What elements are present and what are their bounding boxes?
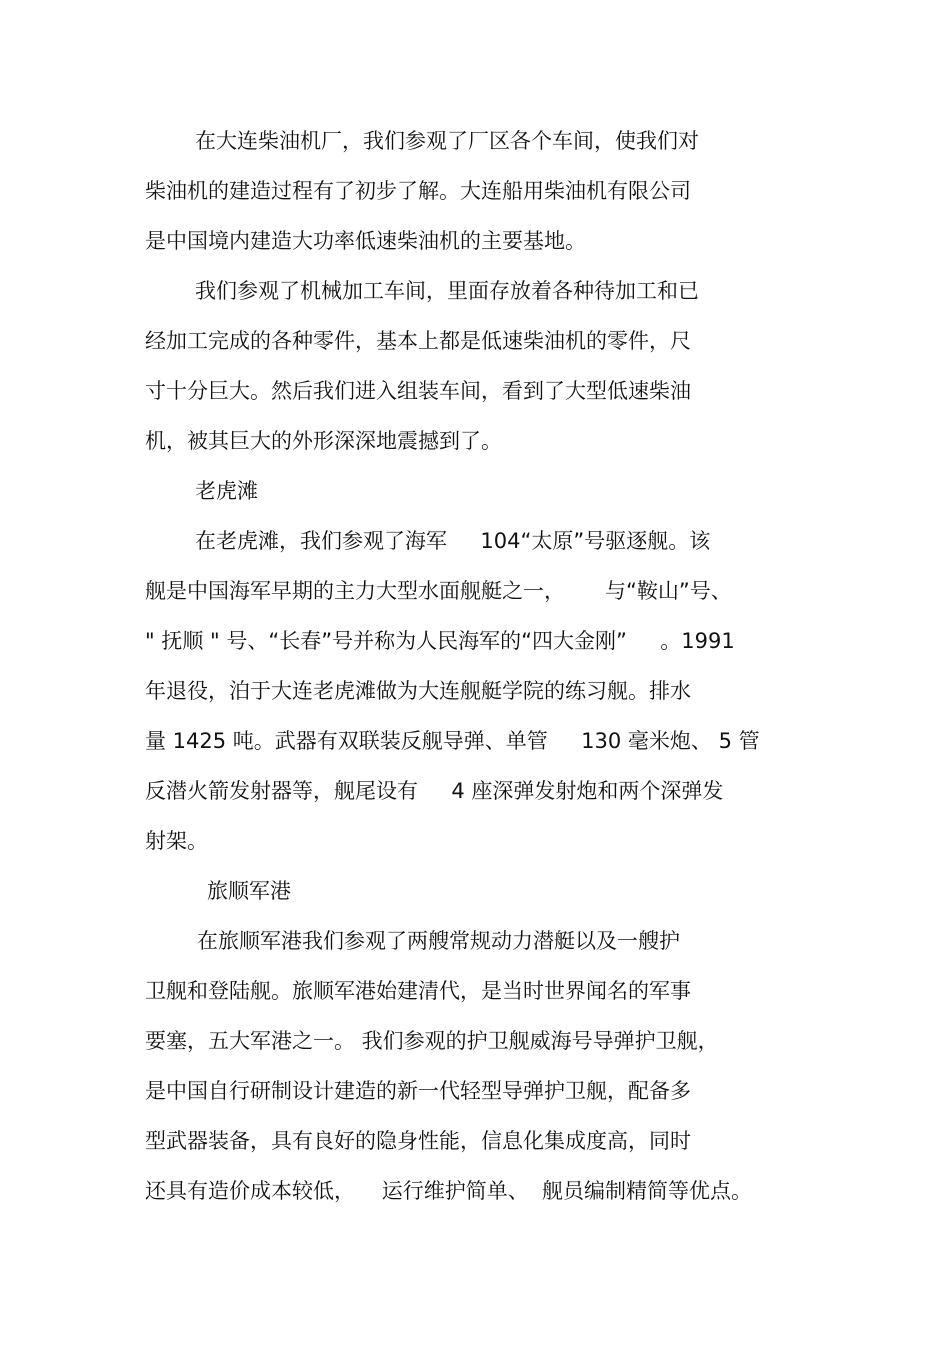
paragraph-line: 型武器装备，具有良好的隐身性能，信息化集成度高，同时 (145, 1129, 691, 1153)
paragraph-line: 年退役，泊于大连老虎滩做为大连舰艇学院的练习舰。排水 (145, 679, 691, 703)
paragraph-line: 舰是中国海军早期的主力大型水面舰艇之一， 与“鞍山”号、 (145, 579, 732, 603)
paragraph-line: 在旅顺军港我们参观了两艘常规动力潜艇以及一艘护 (197, 929, 680, 953)
paragraph-line: 在老虎滩，我们参观了海军 104“太原”号驱逐舰。该 (195, 529, 711, 553)
paragraph-line: 我们参观了机械加工车间，里面存放着各种待加工和已 (195, 279, 699, 303)
paragraph-line: 要塞，五大军港之一。 我们参观的护卫舰威海号导弹护卫舰， (145, 1029, 719, 1053)
section-heading: 旅顺军港 (207, 879, 291, 903)
section-heading: 老虎滩 (195, 479, 258, 503)
paragraph-line: 是中国境内建造大功率低速柴油机的主要基地。 (145, 229, 586, 253)
paragraph-line: " 抚顺 " 号、“长春”号并称为人民海军的“四大金刚” 。1991 (145, 629, 735, 653)
paragraph-line: 在大连柴油机厂，我们参观了厂区各个车间，使我们对 (195, 129, 699, 153)
paragraph-line: 反潜火箭发射器等，舰尾设有 4 座深弹发射炮和两个深弹发 (145, 779, 724, 803)
paragraph-line: 射架。 (145, 829, 208, 853)
paragraph-line: 柴油机的建造过程有了初步了解。大连船用柴油机有限公司 (145, 179, 691, 203)
paragraph-line: 经加工完成的各种零件，基本上都是低速柴油机的零件，尺 (145, 329, 691, 353)
paragraph-line: 量 1425 吨。武器有双联装反舰导弹、单管 130 毫米炮、 5 管 (145, 729, 760, 753)
paragraph-line: 卫舰和登陆舰。旅顺军港始建清代，是当时世界闻名的军事 (145, 979, 691, 1003)
paragraph-line: 还具有造价成本较低， 运行维护简单、 舰员编制精简等优点。 (145, 1179, 753, 1203)
paragraph-line: 寸十分巨大。然后我们进入组装车间，看到了大型低速柴油 (145, 379, 691, 403)
paragraph-line: 机，被其巨大的外形深深地震撼到了。 (145, 429, 502, 453)
paragraph-line: 是中国自行研制设计建造的新一代轻型导弹护卫舰，配备多 (145, 1079, 691, 1103)
